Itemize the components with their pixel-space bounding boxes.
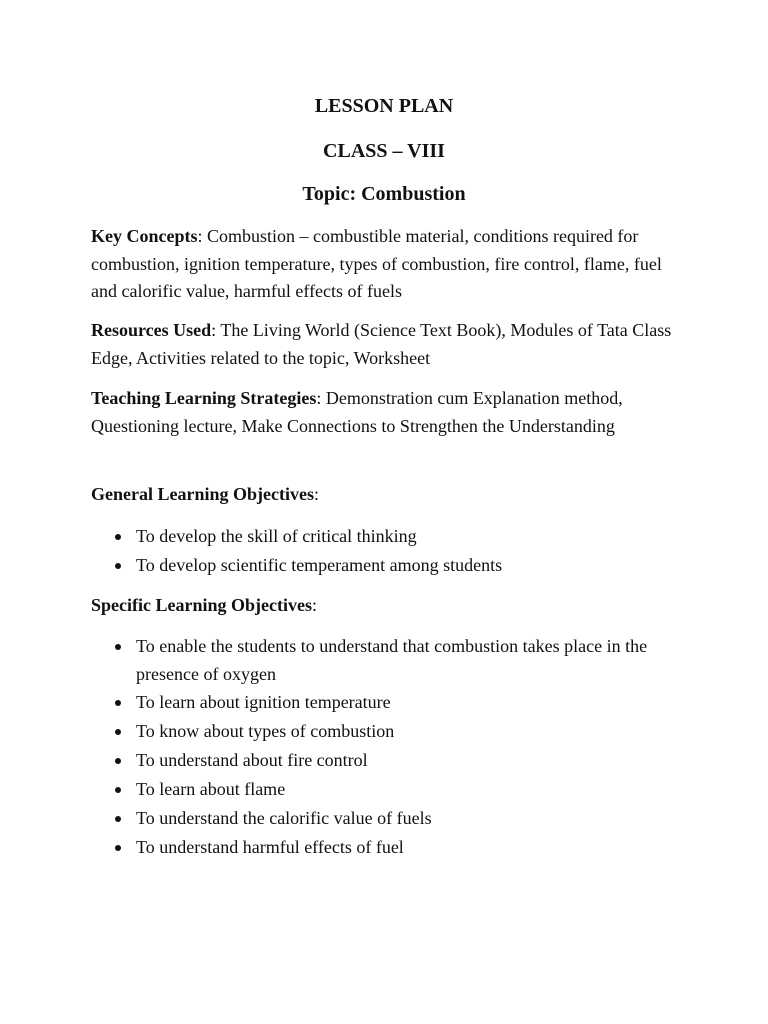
bullet-icon — [115, 758, 121, 764]
bullet-icon — [115, 563, 121, 569]
list-item-text: To know about types of combustion — [136, 721, 395, 741]
resources-text: : The Living World (Science Text Book), Modules of Tata Class Edge, Activities related to the topic, Worksheet — [91, 320, 672, 368]
page-title: LESSON PLAN — [314, 95, 454, 117]
bullet-icon — [115, 534, 121, 540]
list-item-text: To develop the skill of critical thinking — [136, 526, 417, 546]
list-item — [91, 746, 691, 775]
class-heading: CLASS – VIII — [323, 140, 445, 162]
list-item-text: To understand about fire control — [136, 750, 368, 770]
general-objectives-list — [91, 522, 691, 580]
bullet-icon — [115, 700, 121, 706]
bullet-icon — [115, 845, 121, 851]
strategies-paragraph — [91, 385, 691, 440]
list-item — [91, 804, 691, 833]
resources-paragraph — [91, 317, 691, 372]
topic-heading: Topic: Combustion — [302, 183, 466, 205]
specific-objectives-list — [91, 632, 691, 862]
specific-objectives-label: Specific Learning Objectives — [91, 595, 312, 615]
list-item — [91, 717, 691, 746]
bullet-icon — [115, 729, 121, 735]
list-item-text: To learn about ignition temperature — [136, 692, 391, 712]
specific-objectives-colon: : — [311, 595, 317, 615]
bullet-icon — [115, 816, 121, 822]
list-item — [91, 632, 691, 688]
list-item — [91, 688, 691, 717]
list-item — [91, 833, 691, 862]
list-item — [91, 551, 691, 580]
resources-label: Resources Used — [91, 320, 212, 340]
strategies-text: : Demonstration cum Explanation method, Questioning lecture, Make Connections to Strengthen the Understanding — [91, 388, 623, 436]
list-item-text: To enable the students to understand that combustion takes place in the presence of oxygen — [136, 636, 648, 684]
list-item-text: To learn about flame — [136, 779, 286, 799]
list-item — [91, 522, 691, 551]
general-objectives-label: General Learning Objectives — [91, 484, 314, 504]
list-item — [91, 775, 691, 804]
bullet-icon — [115, 787, 121, 793]
list-item-text: To develop scientific temperament among students — [136, 555, 503, 575]
key-concepts-paragraph — [91, 223, 691, 306]
specific-objectives-heading — [91, 592, 691, 620]
key-concepts-label: Key Concepts — [91, 226, 198, 246]
strategies-label: Teaching Learning Strategies — [91, 388, 317, 408]
list-item-text: To understand harmful effects of fuel — [136, 837, 404, 857]
bullet-icon — [115, 644, 121, 650]
general-objectives-colon: : — [313, 484, 319, 504]
list-item-text: To understand the calorific value of fuels — [136, 808, 432, 828]
key-concepts-text: : Combustion – combustible material, conditions required for combustion, ignition temperature, types of combustion, fire control, flame, fuel and calorific value, harmful effects of fuels — [91, 226, 662, 301]
general-objectives-heading — [91, 481, 691, 509]
